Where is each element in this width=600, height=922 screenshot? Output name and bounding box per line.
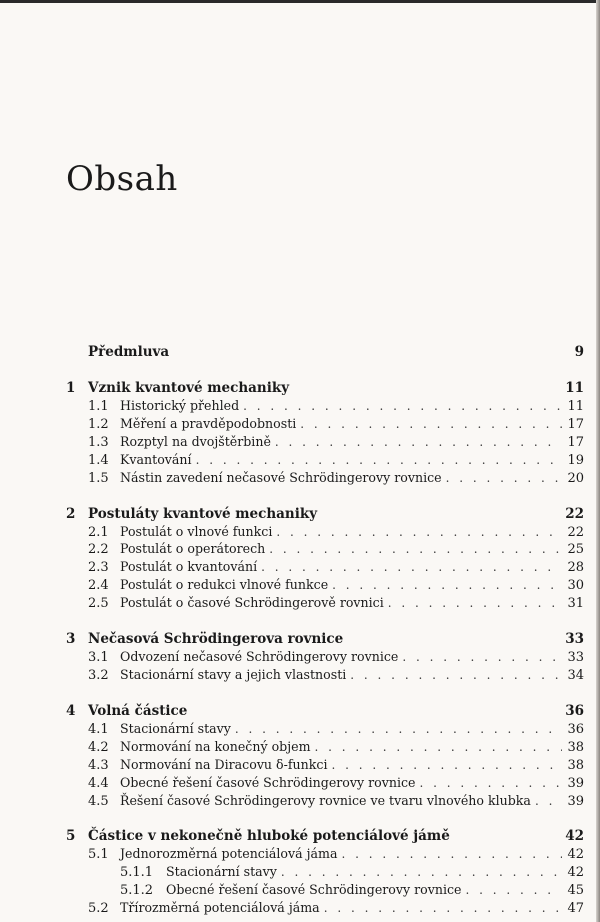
toc-leader-dots [388,595,562,612]
toc-title: Částice v nekonečně hluboké potenciálové jámě [88,828,450,845]
toc-page-number: 42 [567,865,584,881]
toc-title: Předmluva [88,344,170,360]
toc-leader-dots [332,577,562,594]
toc-leader-dots [300,416,562,433]
toc-page-number: 22 [565,505,584,522]
toc-title: Postulát o vlnové funkci [120,523,273,539]
toc-title: Obecné řešení časové Schrödingerovy rovnice [166,882,462,898]
toc-page-number: 45 [567,883,584,899]
toc-number: 5.1.1 [120,865,154,881]
page-right-edge [596,0,600,922]
toc-title: Nečasová Schrödingerova rovnice [88,631,344,648]
toc-title: Obecné řešení časové Schrödingerovy rovnice [120,774,416,790]
page-top-edge [0,0,600,3]
toc-number: 4.4 [88,775,109,791]
toc-page-number: 36 [567,721,584,737]
toc-page-number: 38 [567,739,584,755]
toc-page-number: 33 [567,650,584,666]
toc-section[interactable] [66,667,584,685]
toc-number: 4.1 [88,721,109,737]
toc-number: 1.1 [88,399,109,414]
toc-section[interactable] [66,721,584,739]
toc-page-number: 25 [567,542,584,558]
toc-leader-dots [419,775,562,792]
toc-number: 1.5 [88,470,109,486]
toc-page-number: 11 [567,399,584,414]
toc-section[interactable] [66,470,584,488]
toc-number: 3 [66,631,76,648]
toc-leader-dots [331,757,562,774]
toc-title: Řešení časové Schrödingerovy rovnice ve tvaru vlnového klubka [120,792,531,808]
toc-section[interactable] [66,846,584,864]
toc-title: Vznik kvantové mechaniky [88,380,290,396]
toc-chapter[interactable] [66,629,584,649]
toc-leader-dots [402,649,562,666]
toc-page-number: 19 [567,452,584,468]
toc-leader-dots [196,452,562,469]
toc-section[interactable] [66,595,584,613]
toc-title: Nástin zavedení nečasové Schrödingerovy rovnice [120,469,442,485]
toc-chapter[interactable] [66,504,584,524]
toc-page-number: 30 [567,578,584,594]
toc-page-number: 22 [567,524,584,540]
toc-page-number: 17 [567,434,584,450]
toc-page-number: 39 [567,793,584,809]
toc-page-number: 9 [574,344,584,360]
toc-leader-dots [269,541,562,558]
toc-title: Volná částice [88,702,188,719]
toc-page-number: 28 [567,560,584,576]
toc-title: Postulát o kvantování [120,559,258,575]
toc-leader-dots [342,846,563,863]
toc-leader-dots [315,739,562,756]
toc-page-number: 39 [567,775,584,791]
toc-page-number: 47 [567,901,584,917]
toc-number: 3.2 [88,667,109,683]
toc-leader-dots [324,900,562,917]
toc-section[interactable] [66,524,584,542]
toc-leader-dots [535,793,562,810]
toc-number: 3.1 [88,650,109,666]
toc-section[interactable] [66,452,584,470]
toc-title: Historický přehled [120,398,240,413]
toc-title: Postuláty kvantové mechaniky [88,505,318,522]
toc-page-number: 36 [565,702,584,719]
table-of-contents [66,342,584,918]
toc-number: 5.1.2 [120,883,154,899]
toc-number: 1.3 [88,434,109,450]
toc-section[interactable] [66,416,584,434]
toc-section[interactable] [66,793,584,811]
toc-title: Postulát o operátorech [120,541,266,557]
toc-number: 5.2 [88,901,109,917]
toc-title: Jednorozměrná potenciálová jáma [120,846,338,862]
toc-page-number: 11 [565,380,584,396]
toc-section[interactable] [66,398,584,416]
toc-title: Postulát o redukci vlnové funkce [120,577,329,593]
toc-section[interactable] [66,559,584,577]
toc-leader-dots [243,398,562,415]
toc-number: 1.2 [88,416,109,432]
toc-number: 5 [66,828,76,845]
toc-number: 1 [66,380,76,396]
toc-chapter[interactable] [66,701,584,721]
toc-title: Kvantování [120,451,192,467]
toc-chapter[interactable] [66,826,584,846]
toc-chapter[interactable] [66,342,584,362]
toc-leader-dots [275,434,562,451]
toc-leader-dots [350,667,562,684]
toc-title: Stacionární stavy [120,720,231,736]
toc-page-number: 34 [567,667,584,683]
toc-title: Měření a pravděpodobnosti [120,415,297,431]
toc-section[interactable] [66,649,584,667]
toc-number: 4 [66,702,76,719]
toc-page-number: 42 [565,828,584,845]
toc-leader-dots [465,882,562,899]
page-title: Obsah [66,158,178,199]
toc-leader-dots [235,721,562,738]
toc-section[interactable] [66,757,584,775]
toc-number: 2.5 [88,596,109,612]
toc-section[interactable] [66,541,584,559]
toc-page-number: 42 [567,847,584,863]
toc-leader-dots [276,524,562,541]
toc-page-number: 31 [567,596,584,612]
toc-page-number: 17 [567,416,584,432]
toc-title: Normování na Diracovu δ-funkci [120,756,328,772]
toc-number: 2 [66,505,76,522]
toc-number: 2.1 [88,524,109,540]
toc-number: 1.4 [88,452,109,468]
toc-number: 4.5 [88,793,109,809]
toc-section[interactable] [66,434,584,452]
toc-title: Odvození nečasové Schrödingerovy rovnice [120,649,399,665]
toc-number: 2.4 [88,578,109,594]
toc-subsection[interactable] [66,882,584,900]
toc-leader-dots [261,559,562,576]
toc-number: 4.3 [88,757,109,773]
toc-subsection[interactable] [66,864,584,882]
toc-page-number: 38 [567,757,584,773]
toc-section[interactable] [66,577,584,595]
toc-page-number: 33 [565,631,584,648]
toc-leader-dots [281,864,562,881]
toc-section[interactable] [66,900,584,918]
toc-page-number: 20 [567,470,584,486]
toc-number: 2.2 [88,542,109,558]
toc-number: 2.3 [88,560,109,576]
toc-title: Stacionární stavy [166,864,277,880]
toc-title: Třírozměrná potenciálová jáma [120,900,320,916]
toc-number: 5.1 [88,847,109,863]
toc-title: Postulát o časové Schrödingerově rovnici [120,595,384,611]
toc-leader-dots [446,470,562,487]
toc-section[interactable] [66,775,584,793]
toc-number: 4.2 [88,739,109,755]
toc-title: Normování na konečný objem [120,738,311,754]
toc-title: Stacionární stavy a jejich vlastnosti [120,666,347,682]
toc-section[interactable] [66,739,584,757]
toc-title: Rozptyl na dvojštěrbině [120,433,271,449]
toc-chapter[interactable] [66,378,584,398]
